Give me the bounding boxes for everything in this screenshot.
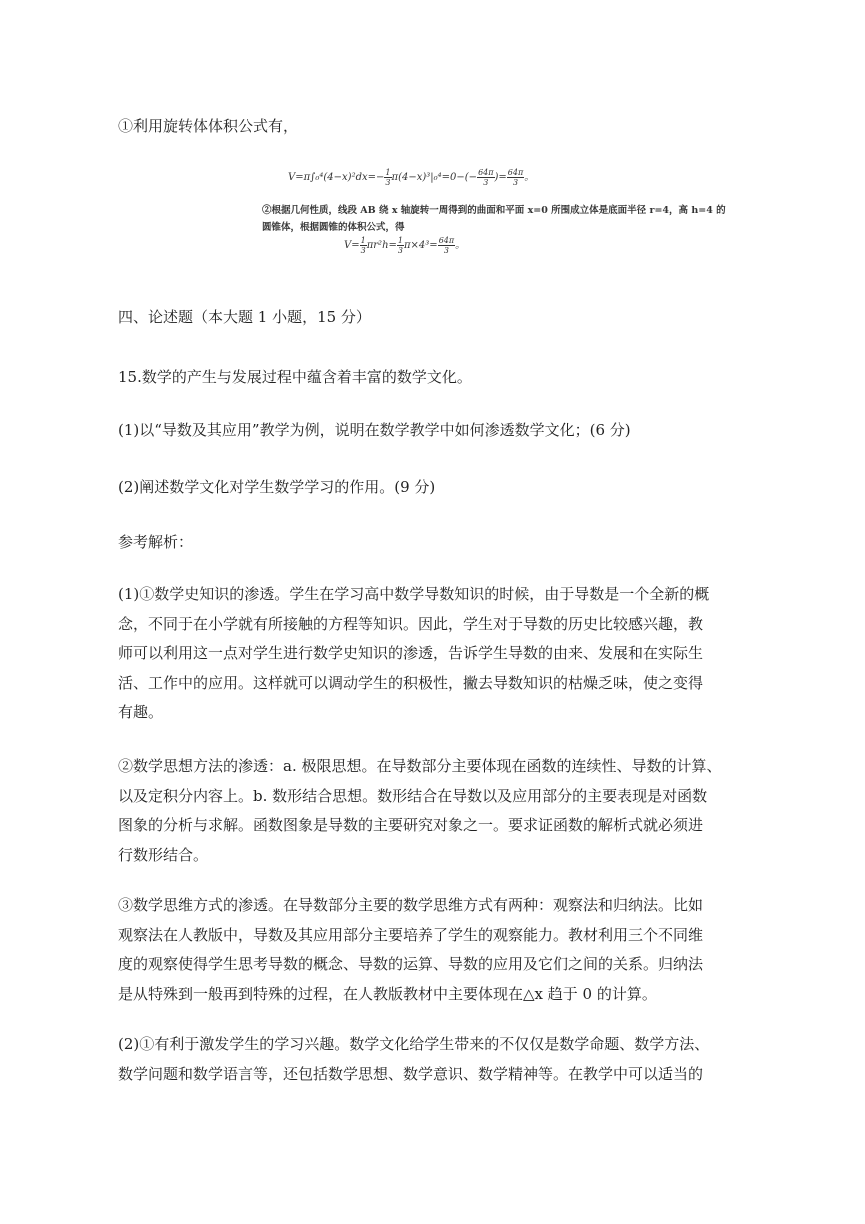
cone-volume-equation: V= $\frac{1}{3}$ πr²h= $\frac{1}{3}$ π×4³= $\frac{64\pi}{3}$ 。 (344, 236, 466, 255)
question-15-part-2: (2)阐述数学文化对学生数学学习的作用。(9 分) (118, 478, 436, 496)
answer-paragraph-2: ②数学思想方法的渗透：a. 极限思想。在导数部分主要体现在函数的连续性、导数的计算、 以及定积分内容上。b. 数形结合思想。数形结合在导数以及应用部分的主要表现是对函数 图象的分析与求解。函数图象是导数的主要研究对象之一。要求证函数的解析式就必须进 行数形结合。 (118, 757, 722, 864)
intro-text: ①利用旋转体体积公式有， (118, 117, 299, 135)
formula-caption-2: 圆锥体，根据圆锥的体积公式，得 (262, 222, 405, 233)
answer-paragraph-1: (1)①数学史知识的渗透。学生在学习高中数学导数知识的时候，由于导数是一个全新的概 念，不同于在小学就有所接触的方程等知识。因此，学生对于导数的历史比较感兴趣，教 师可以利用这一点对学生进行数学史知识的渗透，告诉学生导数的由来、发展和在实际生 活、工作中的应用。这样就可以调动学生的积极性，撇去导数知识的枯燥乏味，使之变得 有趣。 (118, 585, 710, 721)
volume-integral-equation: V=π∫₀⁴(4−x)²dx=− $\frac{1}{3}$ π(4−x)³|₀⁴=0−(− $\frac{64\pi}{3}$ )= $\frac{64\pi}{3}$ 。 (288, 168, 535, 187)
reference-answer-label: 参考解析： (118, 533, 194, 551)
section-heading: 四、论述题（本大题 1 小题，15 分） (118, 308, 371, 326)
question-15: 15.数学的产生与发展过程中蕴含着丰富的数学文化。 (118, 368, 472, 386)
formula-image (262, 164, 726, 268)
formula-caption-1: ②根据几何性质，线段 AB 绕 x 轴旋转一周得到的曲面和平面 x=0 所围成立体是底面半径 r=4，高 h=4 的 (262, 205, 726, 216)
question-15-part-1: (1)以“导数及其应用”教学为例，说明在数学教学中如何渗透数学文化；(6 分) (118, 421, 631, 439)
answer-paragraph-4: (2)①有利于激发学生的学习兴趣。数学文化给学生带来的不仅仅是数学命题、数学方法、 数学问题和数学语言等，还包括数学思想、数学意识、数学精神等。在教学中可以适当的 (118, 1035, 710, 1083)
answer-paragraph-3: ③数学思维方式的渗透。在导数部分主要的数学思维方式有两种：观察法和归纳法。比如 观察法在人教版中，导数及其应用部分主要培养了学生的观察能力。教材利用三个不同维 度的观察使得学生思考导数的概念、导数的运算、导数的应用及它们之间的关系。归纳法 是从特殊到一般再到特殊的过程，在人教版教材中主要体现在△x 趋于 0 的计算。 (118, 896, 704, 1003)
